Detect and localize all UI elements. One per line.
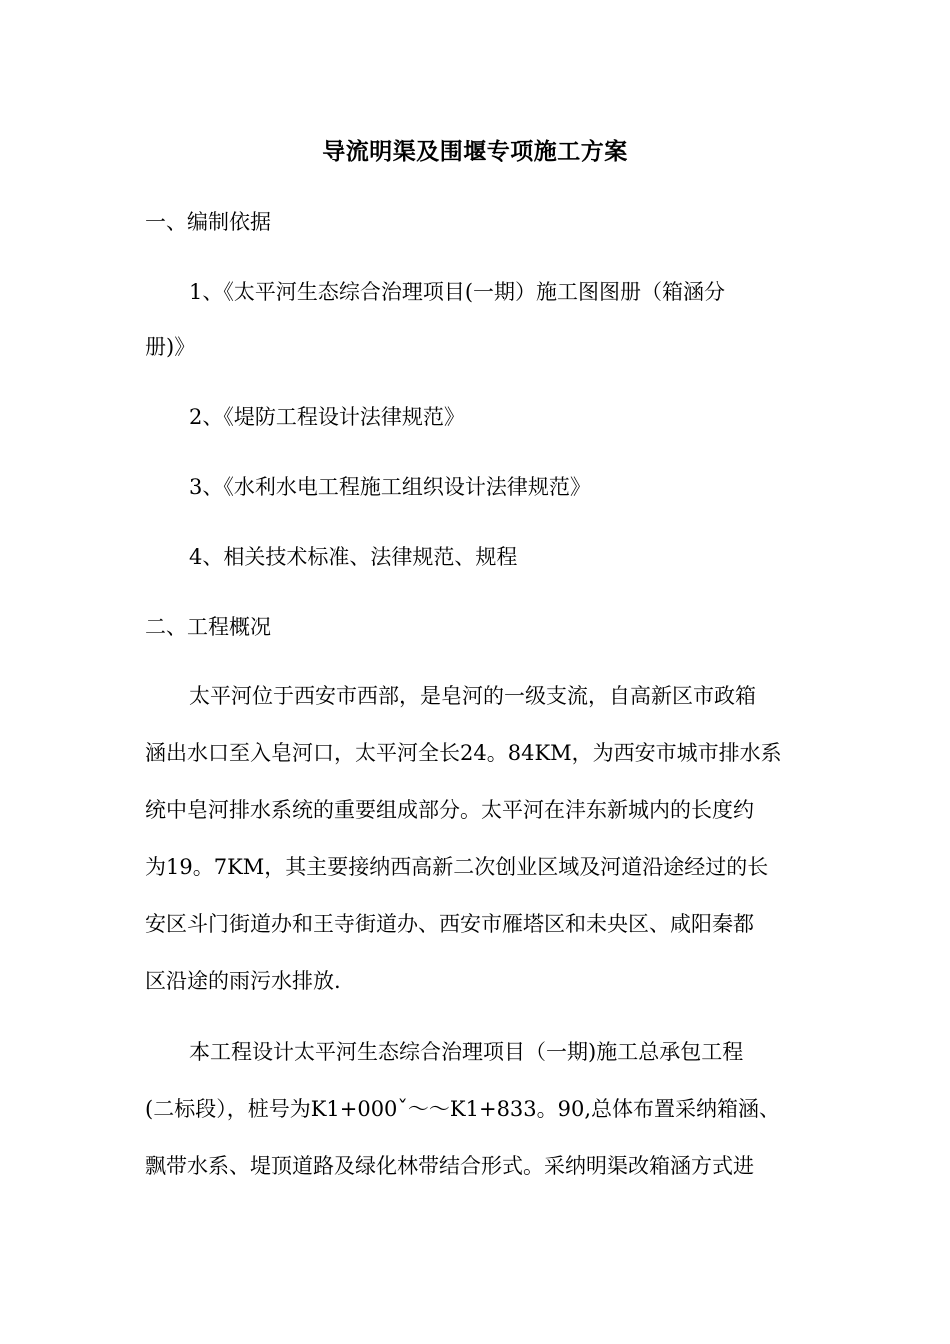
overview-paragraph-1-line: 安区斗门街道办和王寺街道办、西安市雁塔区和未央区、咸阳秦都 (145, 912, 754, 936)
document-title: 导流明渠及围堰专项施工方案 (322, 138, 628, 165)
overview-paragraph-2-line: 飘带水系、堤顶道路及绿化林带结合形式。采纳明渠改箱涵方式进 (145, 1154, 754, 1178)
overview-paragraph-2-line: 本工程设计太平河生态综合治理项目（一期)施工总承包工程 (189, 1040, 744, 1064)
overview-paragraph-1-line: 区沿途的雨污水排放. (145, 969, 341, 993)
section-heading-basis: 一、编制依据 (145, 210, 271, 234)
overview-paragraph-2-line: (二标段），桩号为K1+000ˇ～～K1+833。90,总体布置采纳箱涵、 (145, 1097, 781, 1121)
reference-item-1: 1、《太平河生态综合治理项目(一期）施工图图册（箱涵分 (189, 280, 726, 304)
overview-paragraph-1-line: 为19。7KM，其主要接纳西高新二次创业区域及河道沿途经过的长 (145, 855, 769, 879)
overview-paragraph-1-line: 统中皂河排水系统的重要组成部分。太平河在沣东新城内的长度约 (145, 798, 754, 822)
overview-paragraph-1-line: 太平河位于西安市西部，是皂河的一级支流，自高新区市政箱 (189, 684, 756, 708)
overview-paragraph-1-line: 涵出水口至入皂河口，太平河全长24。84KM，为西安市城市排水系 (145, 741, 782, 765)
reference-item-4: 4、相关技术标准、法律规范、规程 (189, 545, 518, 569)
reference-item-1-continued: 册)》 (145, 335, 196, 359)
section-heading-overview: 二、工程概况 (145, 615, 271, 639)
reference-item-3: 3、《水利水电工程施工组织设计法律规范》 (189, 475, 591, 499)
reference-item-2: 2、《堤防工程设计法律规范》 (189, 405, 465, 429)
